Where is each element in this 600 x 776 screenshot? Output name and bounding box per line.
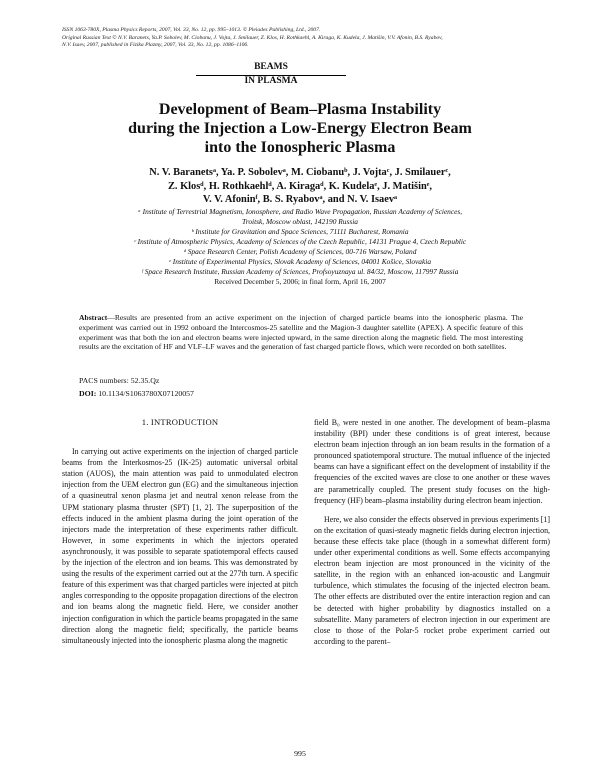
left-column (62, 417, 298, 646)
journal-header (62, 27, 552, 50)
authors-line-1: N. V. Baranetsᵃ, Ya. P. Sobolevᵃ, M. Ciobanuᵇ, J. Vojtaᶜ, J. Smilauerᶜ, (149, 167, 451, 178)
journal-section-label (196, 62, 346, 87)
header-line-2: Original Russian Text © N.V. Baranets, Ya.P. Sobolev, M. Ciobanu, J. Vojta, J. Smilauer, Z. Klos, H. Rothkaehl, A. Kiraga, K. Kudela, J. Matišin, V.V. Afonin, B.S. Ryabov, (62, 34, 443, 41)
affiliation-d: ᵈ Space Research Center, Polish Academy of Sciences, 00-716 Warsaw, Poland (183, 247, 417, 256)
header-line-3: N.V. Isaev, 2007, published in Fizika Plazmy, 2007, Vol. 33, No. 12, pp. 1086–1106. (62, 42, 249, 49)
intro-paragraph-1: In carrying out active experiments on the injection of charged particle beams from the Interkosmos-25 (IK-25) automatic universal orbital station (AUOS), the main attention was paid to unmodulated electron injection from the UEM electron gun (EG) and the simultaneous injection of a quasineutral xenon plasma jet and neutral xenon release from the UPM stationary plasma thruster (SPT) [1, 2]. The superposition of the effects induced in the ambient plasma during the joint operation of the injectors made the interpretation of these experiments rather difficult. However, in some experiments in which the injectors operated asynchronously, it was possible to separate spatiotemporal effects caused by the injection of the electron and ion beams. This was demonstrated by using the results of the experiment carried out at the 277th turn. A specific feature of this experiment was that charged particles were injected at pitch angles corresponding to the opposite propagation directions of the electron and ion beams along the magnetic field. Here, we consider another injection configuration in which the particle beams propagated in the same direction along the magnetic field; specifically, the particle beams simultaneously injected into the ionospheric plasma along the magnetic (62, 447, 298, 645)
section-heading-introduction: 1. INTRODUCTION (141, 417, 219, 427)
article-meta (79, 374, 194, 400)
right-column (314, 417, 550, 647)
intro-paragraph-2: field B₀ were nested in one another. The development of beam–plasma instability (BPI) under these conditions is of great interest, because electron beam injection through an ion beam results in the formation of a pronounced spatiotemporal structure. The mutual influence of the injected beams can have a significant effect on the development of instability if the frequencies of the excited waves are close to one another or these waves are parametrically coupled. The present study focuses on the high-frequency (HF) beam–plasma instability during electron beam injection. (314, 418, 550, 505)
affiliation-e: ᵉ Institute of Experimental Physics, Slovak Academy of Sciences, 04001 Košice, Slovakia (168, 257, 432, 266)
author-list (60, 166, 540, 207)
pacs-numbers: PACS numbers: 52.35.Qz (79, 376, 160, 385)
affiliation-b: ᵇ Institute for Gravitation and Space Sciences, 71111 Bucharest, Romania (191, 227, 409, 236)
abstract (79, 313, 523, 352)
section-label-line-2: IN PLASMA (244, 76, 298, 86)
page-number: 995 (294, 749, 306, 758)
intro-paragraph-3: Here, we also consider the effects observed in previous experiments [1] on the excitation of quasi-steady magnetic fields during electron injection, because these effects take place (though in a somewhat different form) under other experimental conditions as well. Some effects accompanying electron beam injection are most pronounced in the vicinity of the satellite, in the region with an enhanced ion-acoustic and Langmuir turbulence, which stimulates the focusing of the injected electron beam. The other effects are distributed over the entire interaction region and can be detected with higher probability by diagnostics installed on a subsatellite. Many parameters of electron injection in our experiment are close to those of the Polar-5 rocket probe experiment carried out according to the parent– (314, 514, 550, 646)
paper-title (60, 100, 540, 157)
abstract-lead: Abstract (79, 313, 108, 322)
doi-line (79, 387, 194, 400)
title-line-1: Development of Beam–Plasma Instability (158, 101, 442, 118)
abstract-text: —Results are presented from an active experiment on the injection of charged particle beams into the ionospheric plasma. The experiment was carried out in 1992 onboard the Intercosmos-25 satellite and the Magion-3 daughter satellite (APEX). A specific feature of this experiment was that both the ion and electron beams were injected upward, in the same direction along the magnetic field. The most interesting results are the excitation of HF and VLF–LF waves and the generation of fast charged particle flows, which were recorded on both satellites. (79, 313, 523, 352)
title-line-2: during the Injection a Low-Energy Electron Beam (128, 120, 472, 137)
affiliation-a-cont: Troitsk, Moscow oblast, 142190 Russia (242, 217, 358, 226)
authors-line-3: V. V. Afoninᶠ, B. S. Ryabovᵃ, and N. V. Isaevᵃ (202, 194, 398, 205)
section-label-line-1: BEAMS (254, 62, 288, 72)
affiliation-f: ᶠ Space Research Institute, Russian Academy of Sciences, Profsoyuznaya ul. 84/32, Moscow, 117997 Russia (141, 267, 459, 276)
affiliation-a: ᵃ Institute of Terrestrial Magnetism, Ionosphere, and Radio Wave Propagation, Russian Academy of Sciences, (137, 207, 463, 216)
header-line-1: ISSN 1063-780X, Plasma Physics Reports, 2007, Vol. 33, No. 12, pp. 995–1013. © Pleiades Publishing, Ltd., 2007. (62, 27, 321, 33)
affiliations (40, 207, 560, 287)
doi-value: 10.1134/S1063780X07120057 (98, 389, 194, 398)
doi-label: DOI: (79, 389, 97, 398)
received-date: Received December 5, 2006; in final form, April 16, 2007 (214, 277, 386, 286)
affiliation-c: ᶜ Institute of Atmospheric Physics, Academy of Sciences of the Czech Republic, 14131 Prague 4, Czech Republic (133, 237, 467, 246)
title-line-3: into the Ionospheric Plasma (204, 139, 396, 156)
authors-line-2: Z. Klosᵈ, H. Rothkaehlᵈ, A. Kiragaᵈ, K. Kudelaᵉ, J. Matišinᵉ, (167, 180, 433, 192)
